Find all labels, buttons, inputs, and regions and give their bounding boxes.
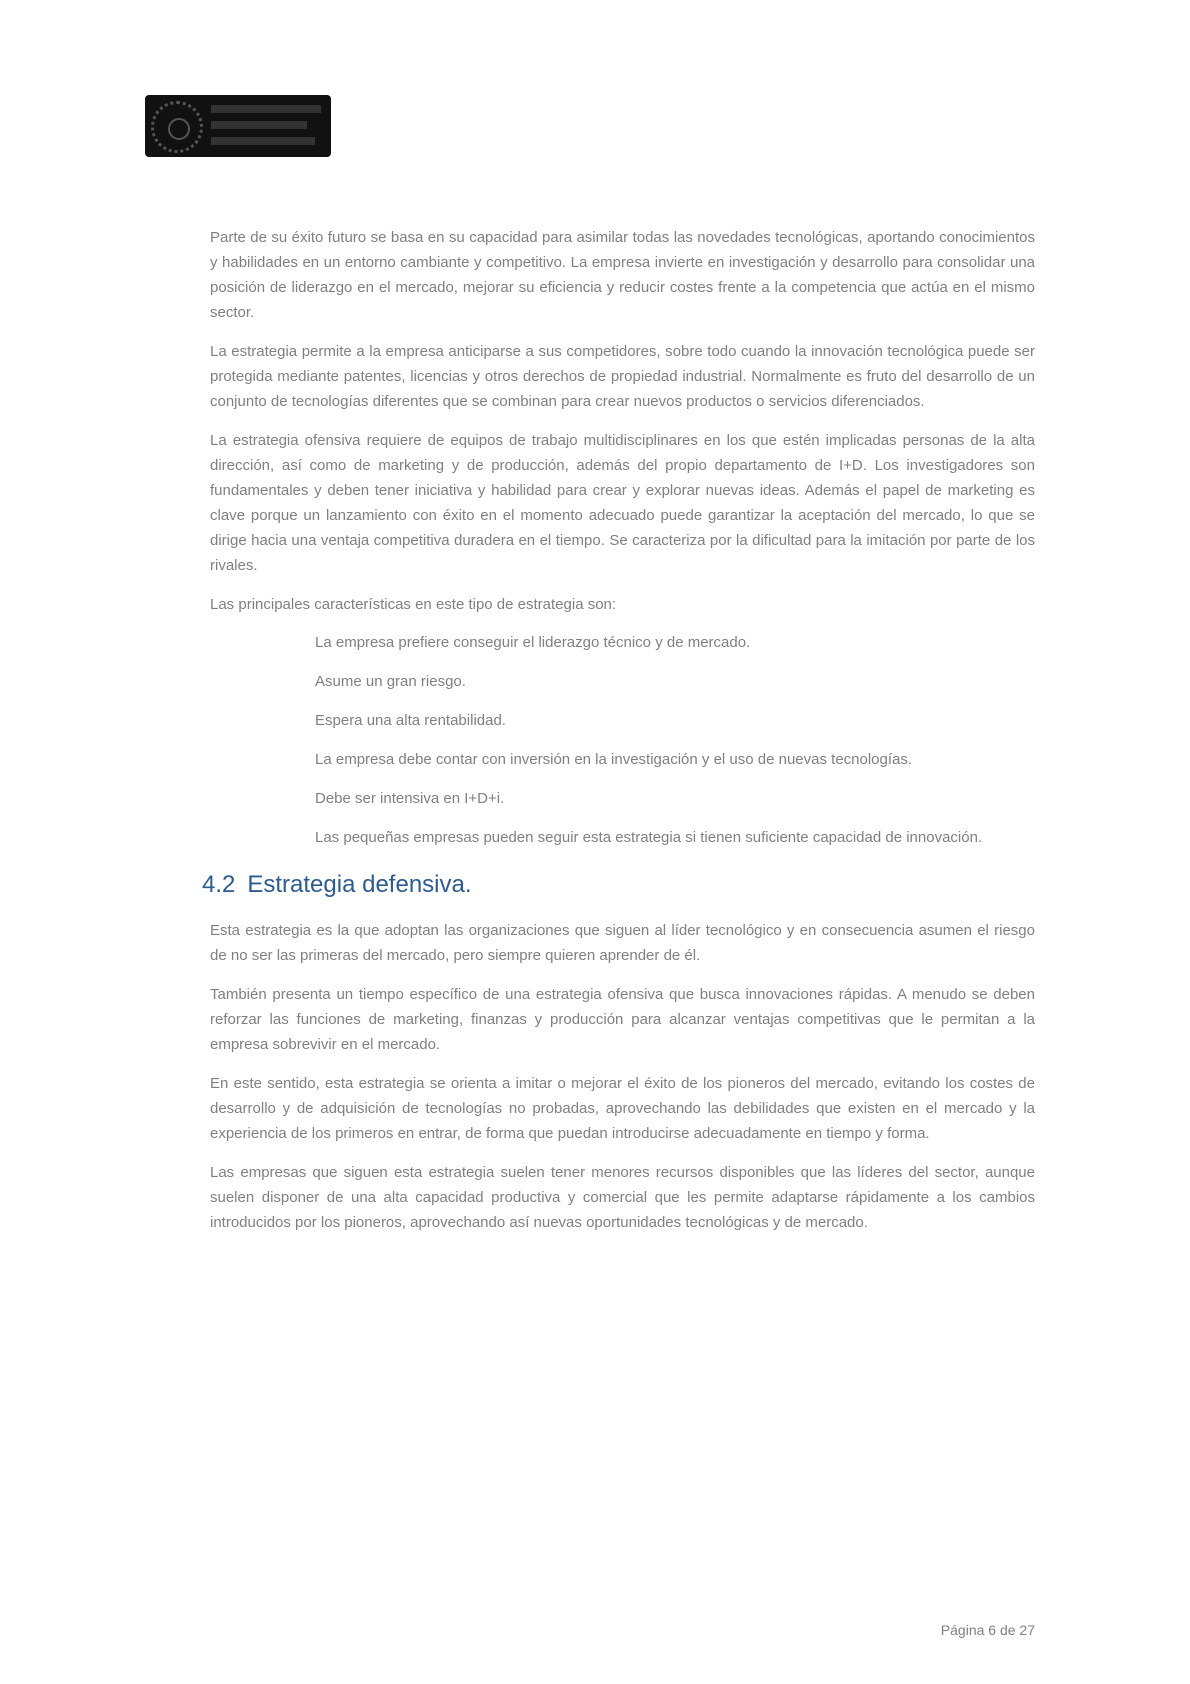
document-body [202,225,1035,1249]
paragraph: En este sentido, esta estrategia se orienta a imitar o mejorar el éxito de los pioneros del mercado, evitando los costes de desarrollo y de adquisición de tecnologías no probadas, aprovechando las debilidades que existen en el mercado y la experiencia de los primeros en entrar, de forma que puedan introducirse adecuadamente en tiempo y forma. [210,1075,1035,1142]
characteristics-list [210,631,1035,850]
paragraph: Las principales características en este tipo de estrategia son: [210,596,617,613]
paragraph: La estrategia permite a la empresa anticiparse a sus competidores, sobre todo cuando la innovación tecnológica puede ser protegida mediante patentes, licencias y otros derechos de propiedad industrial. Normalmente es fruto del desarrollo de un conjunto de tecnologías diferentes que se combinan para crear nuevos productos o servicios diferenciados. [210,343,1035,410]
list-item: Debe ser intensiva en I+D+i. [315,790,505,807]
paragraph: También presenta un tiempo específico de una estrategia ofensiva que busca innovaciones rápidas. A menudo se deben reforzar las funciones de marketing, finanzas y producción para alcanzar ventajas competitivas que le permitan a la empresa sobrevivir en el mercado. [210,986,1035,1053]
list-item: La empresa debe contar con inversión en la investigación y el uso de nuevas tecnologías. [315,751,913,768]
paragraph: Esta estrategia es la que adoptan las organizaciones que siguen al líder tecnológico y en consecuencia asumen el riesgo de no ser las primeras del mercado, pero siempre quieren aprender de él. [210,922,1035,964]
page-number: Página 6 de 27 [940,1622,1035,1638]
university-logo [145,95,331,157]
list-item: Asume un gran riesgo. [315,673,466,690]
list-item: La empresa prefiere conseguir el liderazgo técnico y de mercado. [315,634,751,651]
logo-wordmark [211,105,321,153]
list-item: Las pequeñas empresas pueden seguir esta estrategia si tienen suficiente capacidad de innovación. [315,829,983,846]
paragraph: Las empresas que siguen esta estrategia suelen tener menores recursos disponibles que las líderes del sector, aunque suelen disponer de una alta capacidad productiva y comercial que les permite adaptarse rápidamente a los cambios introducidos por los pioneros, aprovechando así nuevas oportunidades tecnológicas y de mercado. [210,1164,1035,1231]
paragraph: La estrategia ofensiva requiere de equipos de trabajo multidisciplinares en los que estén implicadas personas de la alta dirección, así como de marketing y de producción, además del propio departamento de I+D. Los investigadores son fundamentales y deben tener iniciativa y habilidad para crear y explorar nuevas ideas. Además el papel de marketing es clave porque un lanzamiento con éxito en el momento adecuado puede garantizar la aceptación del mercado, lo que se dirige hacia una ventaja competitiva duradera en el tiempo. Se caracteriza por la dificultad para la imitación por parte de los rivales. [210,432,1035,574]
section-number: 4.2 [202,871,236,898]
section-heading [202,870,1035,900]
section-title: Estrategia defensiva. [247,871,472,898]
paragraph: Parte de su éxito futuro se basa en su capacidad para asimilar todas las novedades tecnológicas, aportando conocimientos y habilidades en un entorno cambiante y competitivo. La empresa invierte en investigación y desarrollo para consolidar una posición de liderazgo en el mercado, mejorar su eficiencia y reducir costes frente a la competencia que actúa en el mismo sector. [210,229,1035,321]
list-item: Espera una alta rentabilidad. [315,712,506,729]
seal-icon [151,101,203,153]
